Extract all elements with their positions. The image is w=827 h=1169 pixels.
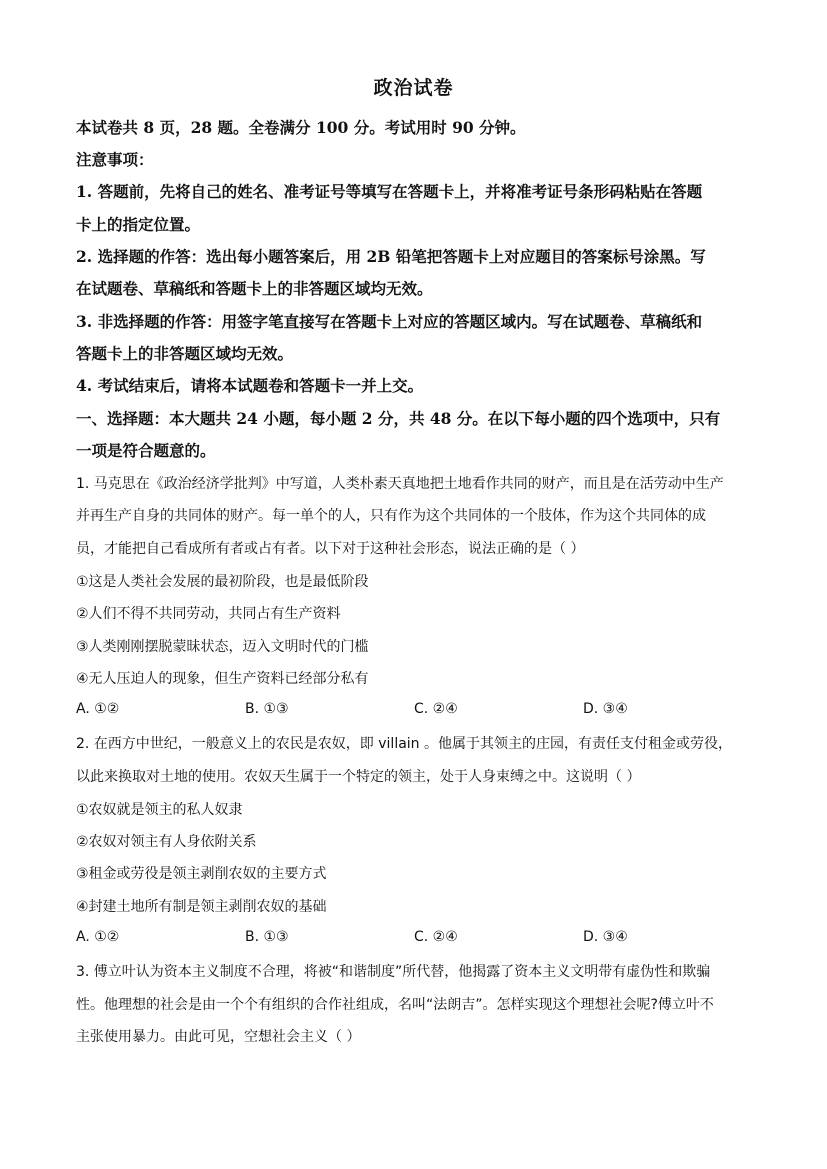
question-1-item: ③人类刚刚摆脱蒙昧状态，迈入文明时代的门槛 <box>76 639 369 655</box>
page-title: 政治试卷 <box>373 77 454 99</box>
question-3-stem: 主张使用暴力。由此可见，空想社会主义（ ） <box>76 1029 361 1045</box>
exam-intro: 本试卷共 8 页，28 题。全卷满分 100 分。考试用时 90 分钟。 <box>76 118 526 137</box>
question-2-stem: 以此来换取对土地的使用。农奴天生属于一个特定的领主，处于人身束缚之中。这说明（ ） <box>76 769 641 785</box>
question-2-item: ③租金或劳役是领主剥削农奴的主要方式 <box>76 866 327 882</box>
question-2-item: ④封建土地所有制是领主剥削农奴的基础 <box>76 899 327 915</box>
question-1-stem: 1. 马克思在《政治经济学批判》中写道，人类朴素天真地把土地看作共同的财产，而且是在活劳动中生产 <box>76 476 724 492</box>
notice-line: 2. 选择题的作答：选出每小题答案后，用 2B 铅笔把答题卡上对应题目的答案标号涂黑。写 <box>76 247 706 266</box>
notice-line: 答题卡上的非答题区域均无效。 <box>76 344 294 363</box>
question-1-item: ②人们不得不共同劳动，共同占有生产资料 <box>76 606 341 622</box>
question-1-option-d: D. ③④ <box>583 701 628 717</box>
question-2-stem: 2. 在西方中世纪，一般意义上的农民是农奴，即 villain 。他属于其领主的庄园，有责任支付租金或劳役， <box>76 736 733 752</box>
question-1-option-b: B. ①③ <box>245 701 289 717</box>
notice-line: 在试题卷、草稿纸和答题卡上的非答题区域均无效。 <box>76 279 433 298</box>
question-1-stem: 员，才能把自己看成所有者或占有者。以下对于这种社会形态，说法正确的是（ ） <box>76 541 585 557</box>
question-2-item: ①农奴就是领主的私人奴隶 <box>76 802 243 818</box>
section-heading: 一、选择题：本大题共 24 小题，每小题 2 分，共 48 分。在以下每小题的四个选项中，只有 <box>76 409 721 428</box>
question-1-item: ①这是人类社会发展的最初阶段，也是最低阶段 <box>76 574 369 590</box>
question-3-stem: 3. 傅立叶认为资本主义制度不合理，将被“和谐制度”所代替，他揭露了资本主义文明带有虚伪性和欺骗 <box>76 964 711 980</box>
question-1-item: ④无人压迫人的现象，但生产资料已经部分私有 <box>76 671 369 687</box>
notice-line: 1. 答题前，先将自己的姓名、准考证号等填写在答题卡上，并将准考证号条形码粘贴在答题 <box>76 182 703 201</box>
section-heading: 一项是符合题意的。 <box>76 441 216 460</box>
question-2-option-d: D. ③④ <box>583 929 628 945</box>
question-3-stem: 性。他理想的社会是由一个个有组织的合作社组成，名叫“法朗吉”。怎样实现这个理想社会呢?傅立叶不 <box>76 997 714 1013</box>
notice-line: 3. 非选择题的作答：用签字笔直接写在答题卡上对应的答题区域内。写在试题卷、草稿纸和 <box>76 312 703 331</box>
question-1-option-c: C. ②④ <box>414 701 458 717</box>
question-2-option-c: C. ②④ <box>414 929 458 945</box>
question-2-option-a: A. ①② <box>76 929 120 945</box>
question-1-option-a: A. ①② <box>76 701 120 717</box>
question-1-stem: 并再生产自身的共同体的财产。每一单个的人，只有作为这个共同体的一个肢体，作为这个共同体的成 <box>76 508 706 524</box>
notice-line: 卡上的指定位置。 <box>76 215 201 234</box>
question-2-option-b: B. ①③ <box>245 929 289 945</box>
notice-line: 4. 考试结束后，请将本试题卷和答题卡一并上交。 <box>76 376 424 395</box>
question-2-item: ②农奴对领主有人身依附关系 <box>76 834 257 850</box>
notice-heading: 注意事项： <box>76 150 154 169</box>
